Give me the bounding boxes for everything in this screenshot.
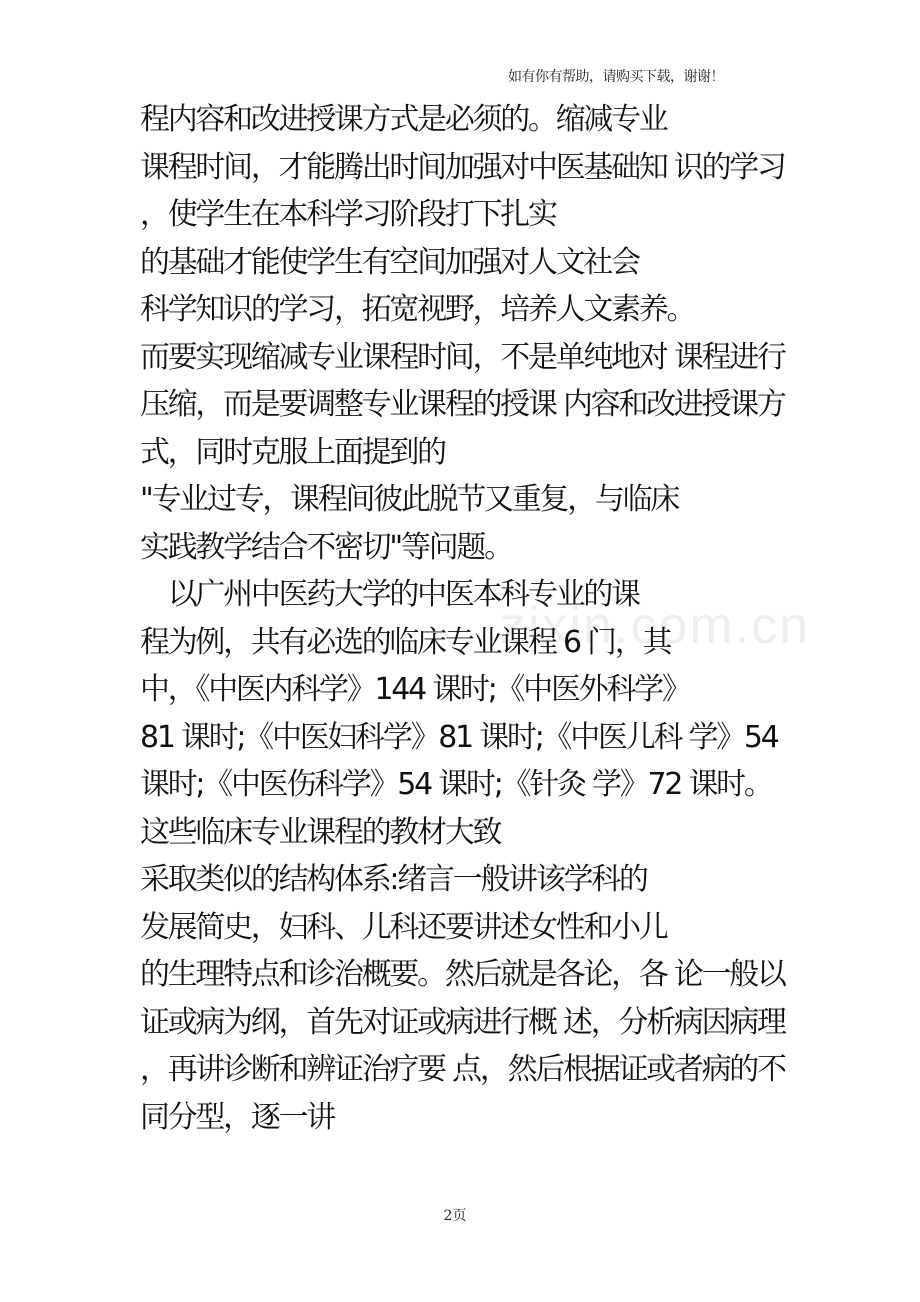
body-line: 程为例，共有必选的临床专业课程 6 门，其	[140, 624, 671, 660]
body-line: ，再讲诊断和辨证治疗要 点，然后根据证或者病的不	[140, 1052, 785, 1087]
body-line: 这些临床专业课程的教材大致	[140, 814, 501, 850]
body-line: 而要实现缩减专业课程时间，不是单纯地对 课程进行	[140, 339, 785, 375]
header-note: 如有你有帮助，请购买下载，谢谢！	[508, 69, 724, 85]
body-line: 课程时间，才能腾出时间加强对中医基础知 识的学习	[140, 149, 785, 185]
watermark: zixin.com.cn	[500, 597, 811, 655]
body-line: 压缩，而是要调整专业课程的授课 内容和改进授课方	[140, 387, 785, 422]
body-line: 同分型，逐一讲	[140, 1099, 335, 1135]
body-line: 科学知识的学习，拓宽视野，培养人文素养。	[140, 292, 695, 327]
page-number: 2页	[443, 1208, 467, 1224]
body-line: 的基础才能使学生有空间加强对人文社会	[140, 244, 639, 280]
body-line: 采取类似的结构体系:绪言一般讲该学科的	[140, 862, 647, 897]
body-line: "专业过专，课程间彼此脱节又重复，与临床	[140, 482, 679, 517]
body-line: 课时;《中医伤科学》54 课时;《针灸 学》72 课时。	[140, 767, 772, 802]
body-line: 中，《中医内科学》144 课时;《中医外科学》	[140, 672, 690, 707]
body-line: 发展简史，妇科、儿科还要讲述女性和小儿	[140, 909, 667, 945]
body-line: ，使学生在本科学习阶段打下扎实	[140, 197, 556, 232]
body-line: 式，同时克服上面提到的	[140, 434, 445, 470]
body-line: 程内容和改进授课方式是必须的。缩减专业	[140, 102, 667, 137]
body-line: 实践教学结合不密切"等问题。	[140, 529, 512, 565]
document-body	[140, 96, 790, 1141]
body-line: 81 课时;《中医妇科学》81 课时;《中医儿科 学》54	[140, 719, 778, 755]
body-line: 证或病为纲，首先对证或病进行概 述，分析病因病理	[140, 1004, 785, 1040]
body-line: 的生理特点和诊治概要。然后就是各论，各 论一般以	[140, 957, 785, 992]
body-line: 以广州中医药大学的中医本科专业的课	[140, 577, 639, 612]
